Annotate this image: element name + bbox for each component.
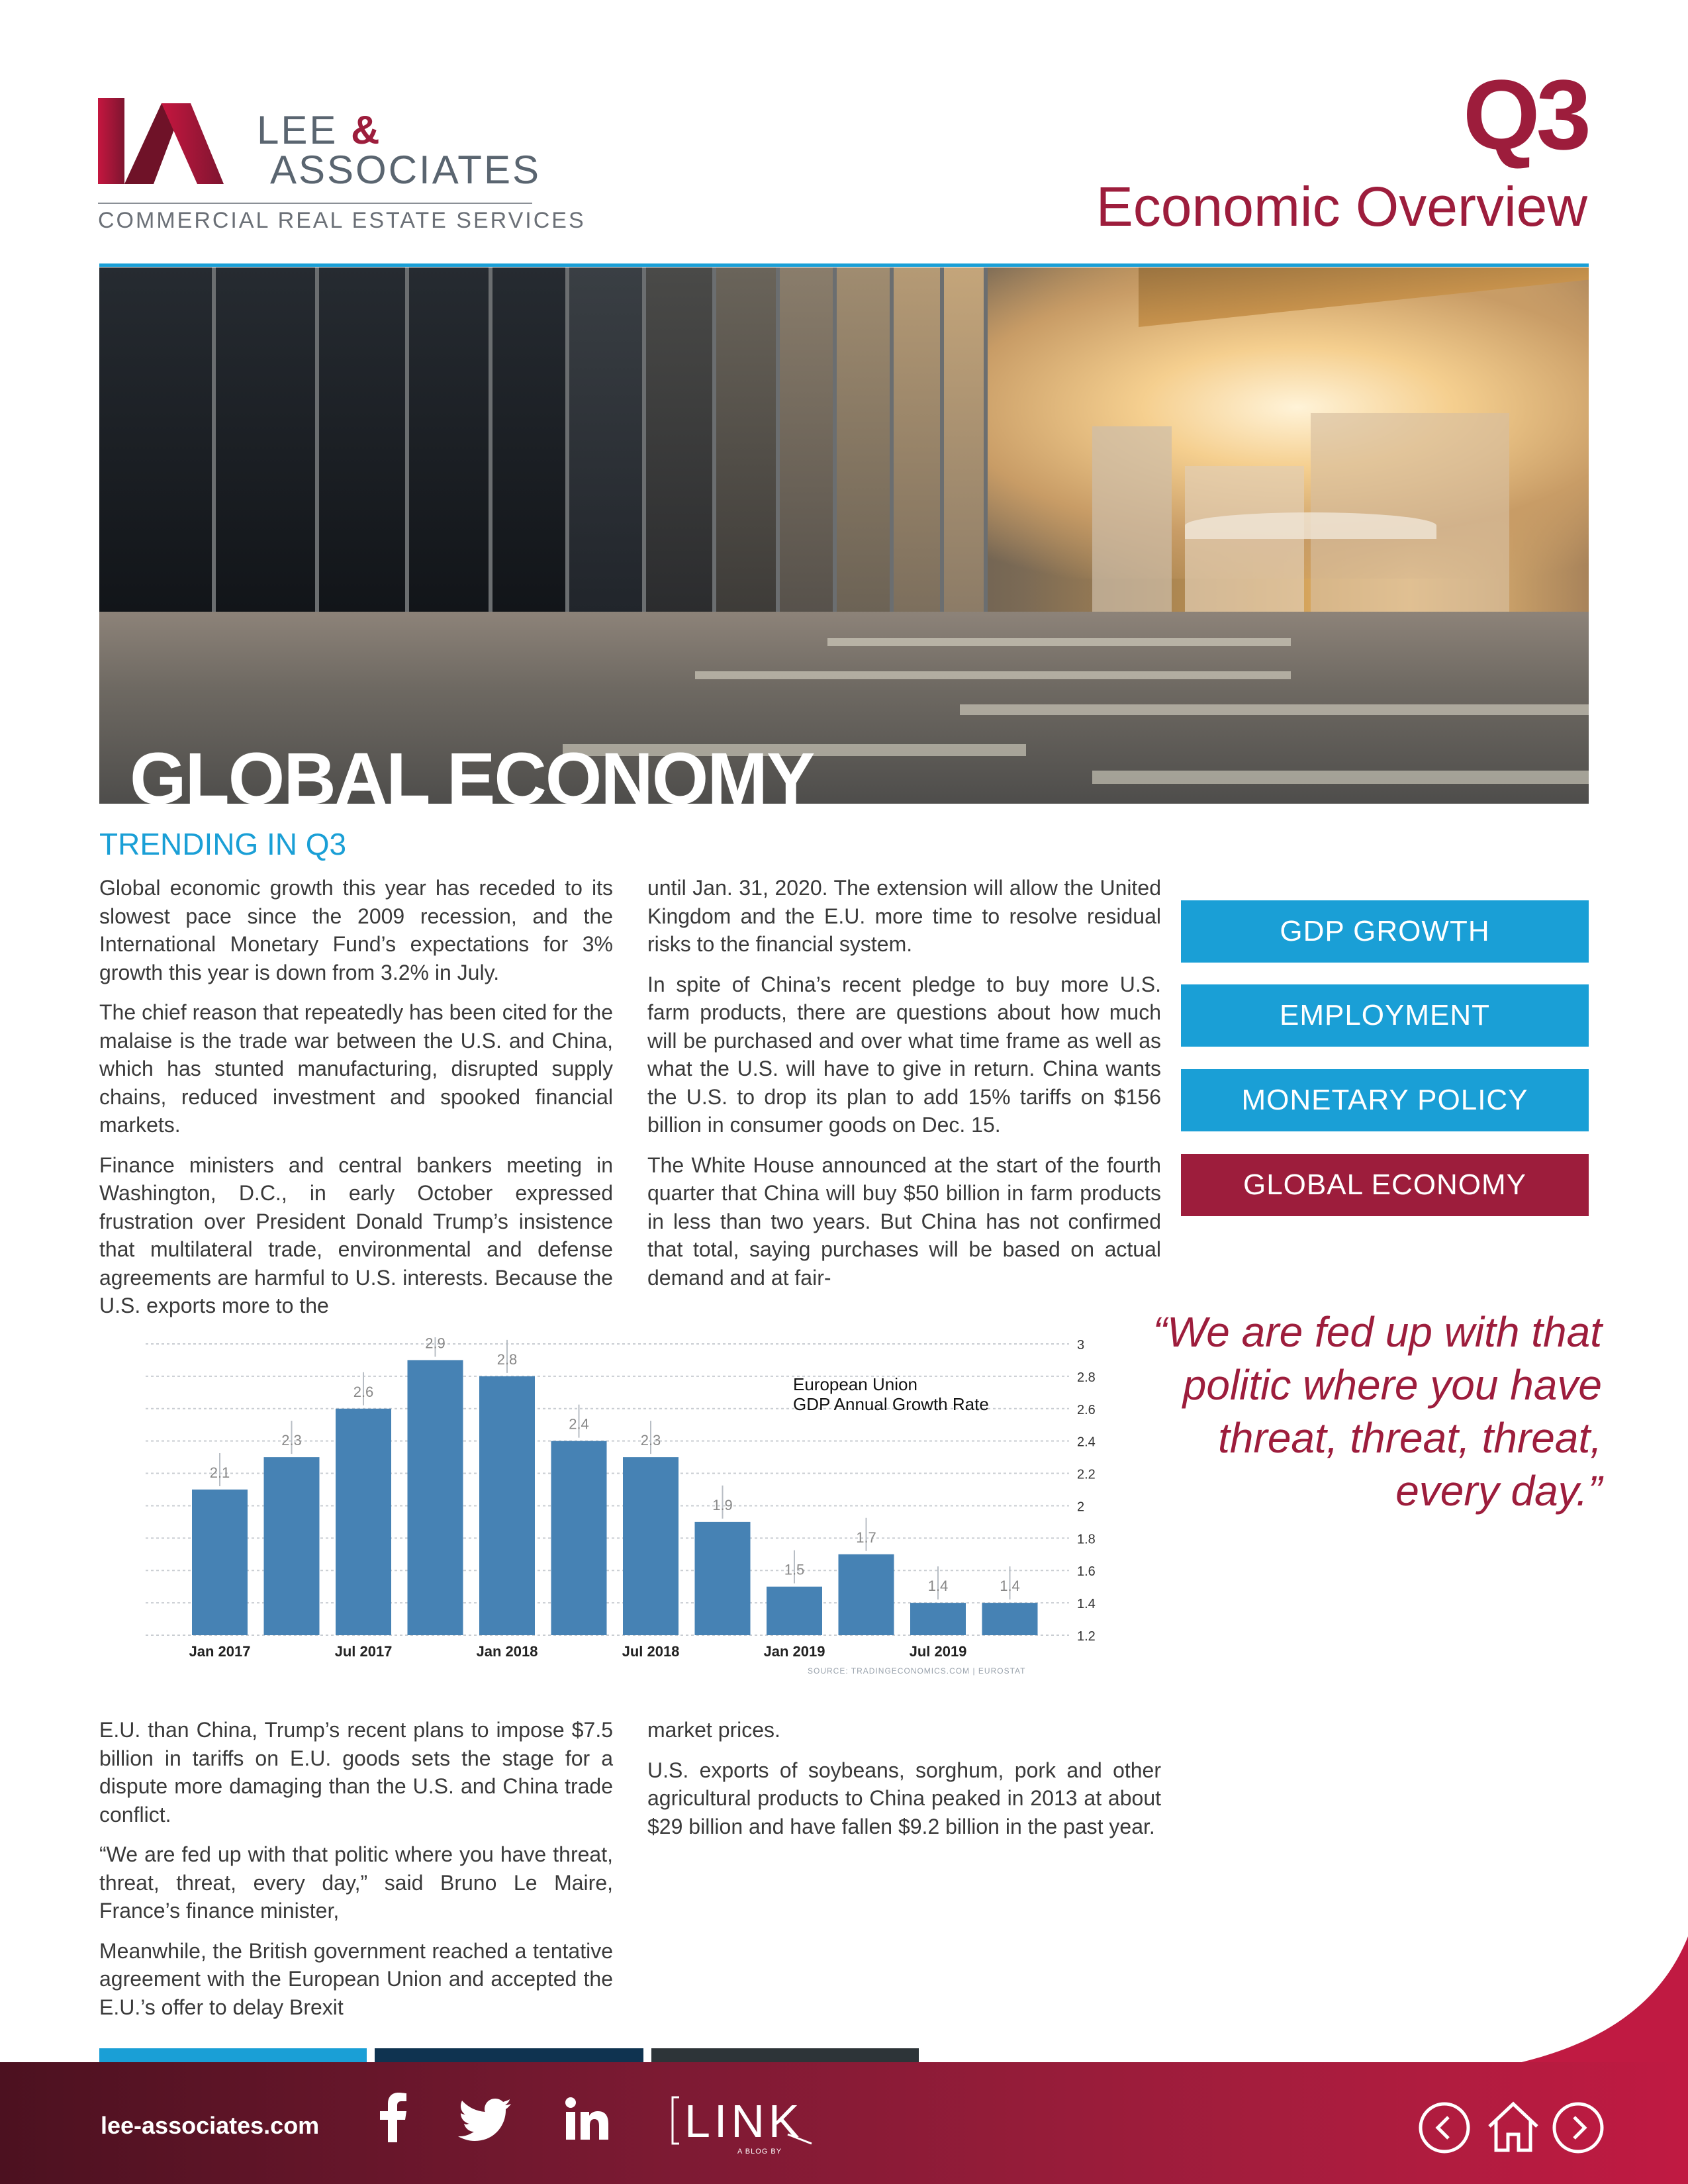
x-tick-label: Jul 2018 xyxy=(622,1643,680,1660)
paragraph: Global economic growth this year has receded to its slowest pace since the 2009 recession, and the International Monetary Fund’s expectations for 3% growth this year is down from 3.2% in July. xyxy=(99,876,613,984)
logo-tagline: COMMERCIAL REAL ESTATE SERVICES xyxy=(98,208,586,233)
x-tick-label: Jan 2019 xyxy=(763,1643,825,1660)
paragraph: Meanwhile, the British government reached a tentative agreement with the European Union and accepted the E.U.’s offer to delay Brexit xyxy=(99,1938,613,2019)
article-column-2-bottom xyxy=(647,1716,1161,1852)
data-label: 2.3 xyxy=(281,1432,302,1449)
section-subheading: TRENDING IN Q3 xyxy=(99,827,347,861)
x-tick-label: Jan 2017 xyxy=(189,1643,251,1660)
linkedin-icon[interactable] xyxy=(565,2097,608,2140)
chart-title-line2: GDP Annual Growth Rate xyxy=(793,1394,989,1414)
article-column-1-top xyxy=(99,874,613,1332)
paragraph: The White House announced at the start of the fourth quarter that China will buy $50 billion in farm products in less than two years. But China has not confirmed that total, saying purchases will be based on actual demand and at fair- xyxy=(647,1153,1161,1290)
chart-bar xyxy=(336,1409,391,1635)
chart-bar xyxy=(982,1603,1038,1635)
link-blog-logo[interactable] xyxy=(669,2095,814,2158)
paragraph: In spite of China’s recent pledge to buy more U.S. farm products, there are questions about how much will be purchased and over what time frame as well as what the U.S. will have to give in return. China wants the U.S. to drop its plan to add 15% tariffs on $156 billion in consumer goods on Dec. 15. xyxy=(647,972,1161,1137)
y-tick-label: 2.4 xyxy=(1077,1435,1096,1450)
article-column-1-bottom xyxy=(99,1716,613,2033)
logo-wordmark-line1: LEE & xyxy=(257,108,382,152)
facebook-icon[interactable] xyxy=(376,2092,409,2142)
data-label: 2.3 xyxy=(640,1432,661,1449)
chart-source: SOURCE: TRADINGECONOMICS.COM | EUROSTAT xyxy=(808,1666,1026,1676)
chart-bar xyxy=(910,1603,966,1635)
home-icon[interactable] xyxy=(1485,2099,1541,2154)
data-label: 1.5 xyxy=(784,1561,805,1578)
gdp-growth-chart xyxy=(132,1337,1099,1688)
link-logo-subtext: A BLOG BY xyxy=(737,2148,782,2156)
chart-bar xyxy=(695,1522,751,1635)
link-logo-text: LINK xyxy=(684,2095,804,2147)
chart-bar xyxy=(408,1360,463,1635)
paragraph: U.S. exports of soybeans, sorghum, pork and other agricultural products to China peaked in 2013 at about $29 billion and have fallen $9.2 billion in the past year. xyxy=(647,1758,1161,1838)
website-link[interactable]: lee-associates.com xyxy=(101,2112,320,2139)
hero-title: GLOBAL ECONOMY xyxy=(130,738,814,820)
chart-svg xyxy=(132,1337,1099,1688)
data-label: 2.9 xyxy=(425,1337,445,1352)
chart-bar xyxy=(192,1490,248,1635)
chart-bar xyxy=(839,1554,894,1635)
report-title: Economic Overview xyxy=(1096,175,1587,238)
prev-icon[interactable] xyxy=(1418,2101,1471,2154)
x-tick-label: Jul 2019 xyxy=(909,1643,967,1660)
company-logo-mark xyxy=(98,98,254,184)
data-label: 1.7 xyxy=(856,1529,876,1546)
paragraph: until Jan. 31, 2020. The extension will allow the United Kingdom and the E.U. more time to resolve residual risks to the financial system. xyxy=(647,876,1161,956)
paragraph: The chief reason that repeatedly has been cited for the malaise is the trade war between the U.S. and China, which has stunted manufacturing, disrupted supply chains, reduced investment and spooked financial markets. xyxy=(99,1000,613,1137)
twitter-icon[interactable] xyxy=(458,2099,511,2142)
x-tick-label: Jul 2017 xyxy=(334,1643,393,1660)
next-icon[interactable] xyxy=(1552,2101,1605,2154)
data-label: 1.9 xyxy=(712,1496,733,1513)
chart-bar xyxy=(479,1376,535,1635)
y-tick-label: 2 xyxy=(1077,1499,1085,1515)
y-tick-label: 2.2 xyxy=(1077,1467,1096,1482)
y-tick-label: 2.8 xyxy=(1077,1370,1096,1385)
chart-bar xyxy=(623,1457,679,1635)
paragraph: Finance ministers and central bankers meeting in Washington, D.C., in early October expressed frustration over President Donald Trump’s insistence that multilateral trade, environmental and defense agreements are harmful to U.S. interests. Because the U.S. exports more to the xyxy=(99,1153,613,1317)
logo-wordmark-line2: ASSOCIATES xyxy=(270,148,541,192)
data-label: 2.6 xyxy=(353,1383,374,1400)
logo-divider xyxy=(98,203,532,204)
data-label: 1.4 xyxy=(1000,1578,1020,1595)
chart-bar xyxy=(264,1457,320,1635)
y-tick-label: 1.8 xyxy=(1077,1532,1096,1547)
y-tick-label: 2.6 xyxy=(1077,1402,1096,1417)
data-label: 1.4 xyxy=(927,1578,949,1595)
y-tick-label: 1.6 xyxy=(1077,1564,1096,1580)
y-tick-label: 3 xyxy=(1077,1338,1085,1353)
nav-employment-button[interactable]: EMPLOYMENT xyxy=(1181,984,1589,1047)
data-label: 2.1 xyxy=(209,1464,230,1481)
header-divider xyxy=(99,263,1589,267)
footer-curve xyxy=(1410,1936,1688,2079)
pull-quote: “We are fed up with that politic where you have threat, threat, threat, every day.” xyxy=(1152,1308,1602,1515)
nav-global-economy-button[interactable]: GLOBAL ECONOMY xyxy=(1181,1154,1589,1216)
article-column-2-top xyxy=(647,874,1161,1304)
hero-image xyxy=(99,267,1589,804)
nav-monetary-policy-button[interactable]: MONETARY POLICY xyxy=(1181,1069,1589,1131)
nav-gdp-growth-button[interactable]: GDP GROWTH xyxy=(1181,900,1589,963)
quarter-label: Q3 xyxy=(1462,59,1587,170)
data-label: 2.4 xyxy=(569,1415,589,1433)
paragraph: E.U. than China, Trump’s recent plans to impose $7.5 billion in tariffs on E.U. goods sets the stage for a dispute more damaging than the U.S. and China trade conflict. xyxy=(99,1718,613,1827)
paragraph: market prices. xyxy=(647,1718,780,1742)
chart-title-line1: European Union xyxy=(793,1374,917,1394)
y-tick-label: 1.4 xyxy=(1077,1597,1096,1612)
data-label: 2.8 xyxy=(496,1351,518,1368)
chart-bar xyxy=(551,1441,607,1635)
y-tick-label: 1.2 xyxy=(1077,1629,1096,1644)
x-tick-label: Jan 2018 xyxy=(476,1643,538,1660)
chart-bar xyxy=(767,1587,822,1635)
paragraph: “We are fed up with that politic where you have threat, threat, threat, every day,” said Bruno Le Maire, France’s finance minister, xyxy=(99,1842,613,1923)
